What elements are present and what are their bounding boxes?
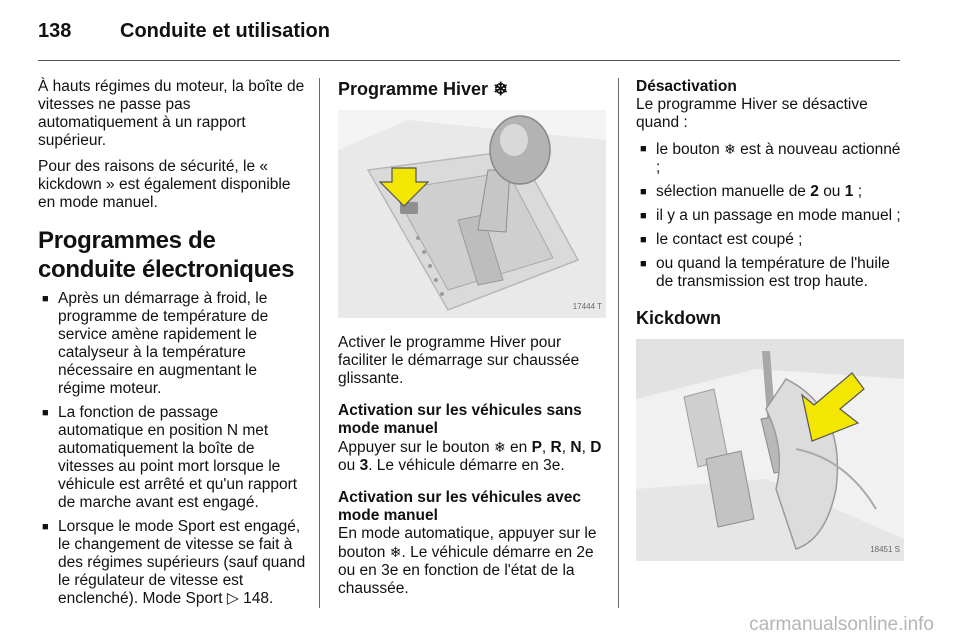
key-d: D xyxy=(590,439,602,456)
list-item: ■ il y a un passage en mode manuel ; xyxy=(636,207,906,225)
page-number: 138 xyxy=(38,20,72,42)
paragraph-activation-with-manual: En mode automatique, appuyer sur le bouton ❄. Le véhicule démarre en 2e ou en 3e en fonction de l'état de la chaussée. xyxy=(338,525,597,597)
watermark: carmanualsonline.info xyxy=(749,614,934,635)
key-2: 2 xyxy=(810,183,819,200)
paragraph-winter-intro: Activer le programme Hiver pour faciliter le démarrage sur chaussée glissante. xyxy=(338,334,580,387)
heading-deactivation: Désactivation xyxy=(636,78,737,95)
snowflake-icon: ❄ xyxy=(724,141,736,157)
list-item: ■ le bouton ❄ est à nouveau actionné ; xyxy=(636,140,906,177)
kickdown-pedal-figure xyxy=(636,339,904,561)
key-n: N xyxy=(570,439,582,456)
sport-mode-text: Lorsque le mode Sport est engagé, le changement de vitesse se fait à des régimes supérieurs (sauf quand le régulateur de vitesse est enclenché). Mode Sport xyxy=(58,518,306,607)
arrow-right-icon[interactable]: ▷ xyxy=(226,590,239,607)
column-divider-1 xyxy=(319,78,320,608)
paragraph-deactivation-intro: Le programme Hiver se désactive quand : xyxy=(636,96,868,131)
key-r: R xyxy=(550,439,562,456)
figure-id: 17444 T xyxy=(572,302,602,311)
sport-page-ref[interactable]: 148. xyxy=(243,590,274,607)
heading-winter-program: Programme Hiver ❄ xyxy=(338,79,509,99)
key-3: 3 xyxy=(359,457,369,474)
list-item: ■ le contact est coupé ; xyxy=(636,231,906,249)
snowflake-icon: ❄ xyxy=(389,544,402,560)
list-item: ■ sélection manuelle de 2 ou 1 ; xyxy=(636,183,906,201)
page-title: Conduite et utilisation xyxy=(120,20,330,42)
list-item: ■ La fonction de passage automatique en position N met automatiquement la boîte de vitesses au point mort lorsque le véhicule est arrêté et qu'un rapport de marche avant est engagé. xyxy=(38,404,306,512)
paragraph-activation-no-manual: Appuyer sur le bouton ❄ en P, R, N, D ou 3. Le véhicule démarre en 3e. xyxy=(338,439,602,474)
list-item: ■ ou quand la température de l'huile de transmission est trop haute. xyxy=(636,255,906,291)
paragraph-high-revs: À hauts régimes du moteur, la boîte de vitesses ne passe pas automatiquement à un rapport supérieur. xyxy=(38,78,305,149)
key-p: P xyxy=(531,439,542,456)
list-item xyxy=(38,518,306,608)
snowflake-icon: ❄ xyxy=(493,79,509,99)
column-divider-2 xyxy=(618,78,619,608)
heading-kickdown: Kickdown xyxy=(636,308,722,328)
key-1: 1 xyxy=(844,183,854,200)
electronic-programs-list xyxy=(38,290,306,608)
figure-id: 18451 S xyxy=(870,545,900,554)
heading-activation-no-manual: Activation sur les véhicules sans mode manuel xyxy=(338,402,582,437)
column-right xyxy=(636,78,906,577)
kickdown-pedal-illustration xyxy=(636,339,904,561)
gear-selector-illustration xyxy=(338,110,606,318)
header-rule xyxy=(38,60,900,61)
column-middle xyxy=(338,78,606,606)
heading-electronic-programs: Programmes de conduite électroniques xyxy=(38,227,295,283)
page-header xyxy=(38,20,918,44)
column-left xyxy=(38,78,306,614)
paragraph-kickdown-manual: Pour des raisons de sécurité, le « kickdown » est également disponible en mode manuel. xyxy=(38,158,291,211)
deactivation-list xyxy=(636,140,906,291)
snowflake-icon: ❄ xyxy=(493,439,506,455)
gear-selector-figure xyxy=(338,110,606,318)
list-item: ■ Après un démarrage à froid, le programme de température de service amène rapidement le catalyseur à la température nécessaire en augmentant le régime moteur. xyxy=(38,290,306,398)
heading-activation-with-manual: Activation sur les véhicules avec mode manuel xyxy=(338,489,581,524)
